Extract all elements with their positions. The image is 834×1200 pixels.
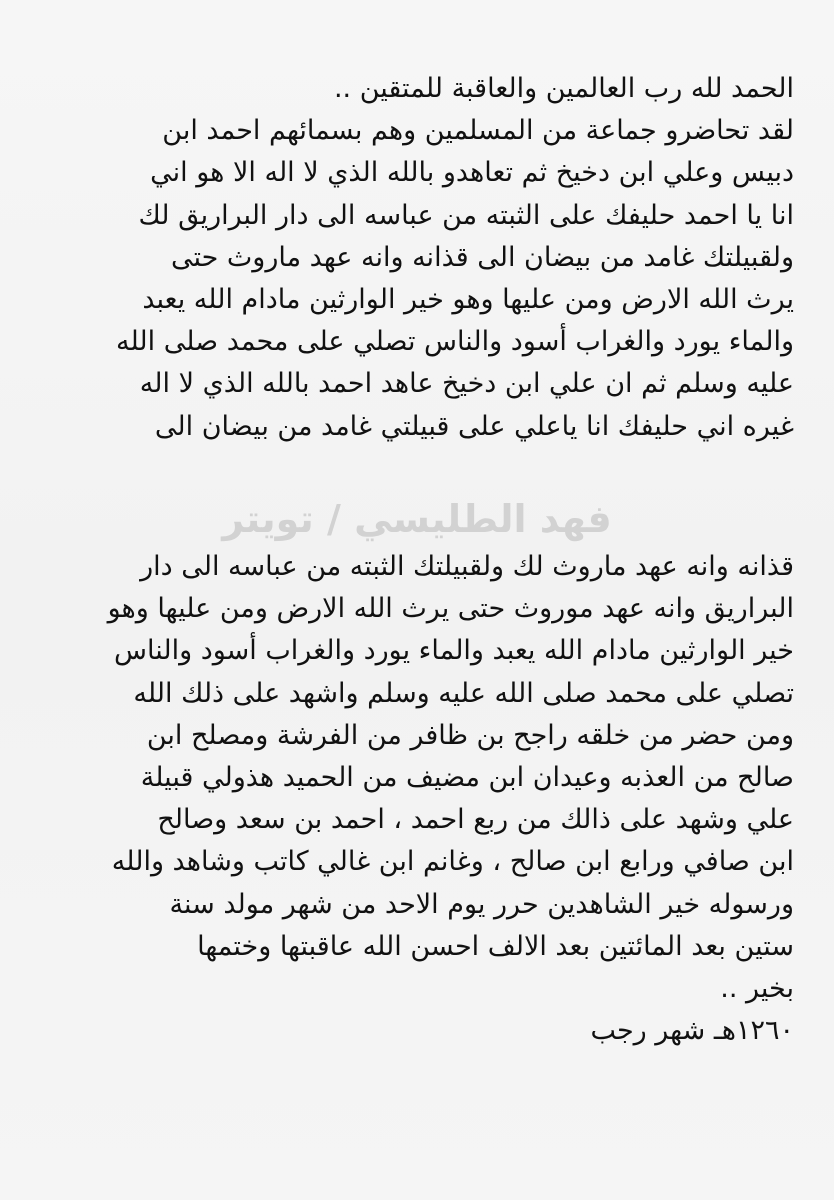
note-line: انا يا احمد حليفك على الثبته من عباسه الى دار البراريق لك (138, 199, 794, 231)
note-line: علي وشهد على ذالك من ربع احمد ، احمد بن سعد وصالح (157, 804, 794, 836)
note-text-block-bottom (52, 546, 794, 1052)
note-line: خير الوارثين مادام الله يعبد والماء يورد والغراب أسود والناس (114, 635, 794, 667)
note-line: ١٢٦٠هـ شهر رجب (590, 1015, 794, 1047)
note-line: الحمد لله رب العالمين والعاقبة للمتقين .. (333, 73, 794, 104)
note-line: قذانه وانه عهد ماروث لك ولقبيلتك الثبته من عباسه الى دار (140, 551, 794, 582)
note-line: ستين بعد المائتين بعد الالف احسن الله عاقبتها وختمها (197, 930, 794, 962)
note-line: صالح من العذبه وعيدان ابن مضيف من الحميد هذولي قبيلة (140, 761, 794, 793)
note-line: غيره اني حليفك انا ياعلي على قبيلتي غامد من بيضان الى (154, 410, 794, 442)
note-line: البراريق وانه عهد موروث حتى يرث الله الارض ومن عليها وهو (107, 593, 794, 625)
note-text-block-top (52, 68, 794, 448)
note-line: ورسوله خير الشاهدين حرر يوم الاحد من شهر مولد سنة (169, 888, 794, 920)
watermark-text: فهد الطليسي / تويتر (222, 497, 612, 541)
note-line: دبيس وعلي ابن دخيخ ثم تعاهدو بالله الذي لا اله الا هو اني (150, 157, 794, 189)
note-line: ولقبيلتك غامد من بيضان الى قذانه وانه عهد ماروث حتى (170, 241, 794, 273)
note-line: تصلي على محمد صلى الله عليه وسلم واشهد على ذلك الله (133, 677, 794, 709)
note-line: عليه وسلم ثم ان علي ابن دخيخ عاهد احمد بالله الذي لا اله (139, 368, 794, 400)
note-line: يرث الله الارض ومن عليها وهو خير الوارثين مادام الله يعبد (142, 283, 794, 315)
note-line: والماء يورد والغراب أسود والناس تصلي على محمد صلى الله (116, 326, 794, 358)
note-line: لقد تحاضرو جماعة من المسلمين وهم بسمائهم احمد ابن (162, 115, 794, 147)
note-line: ومن حضر من خلقه راجح بن ظافر من الفرشة ومصلح ابن (146, 719, 794, 751)
note-line: ابن صافي ورابع ابن صالح ، وغانم ابن غالي كاتب وشاهد والله (111, 846, 794, 878)
note-line: بخير .. (720, 972, 794, 1004)
